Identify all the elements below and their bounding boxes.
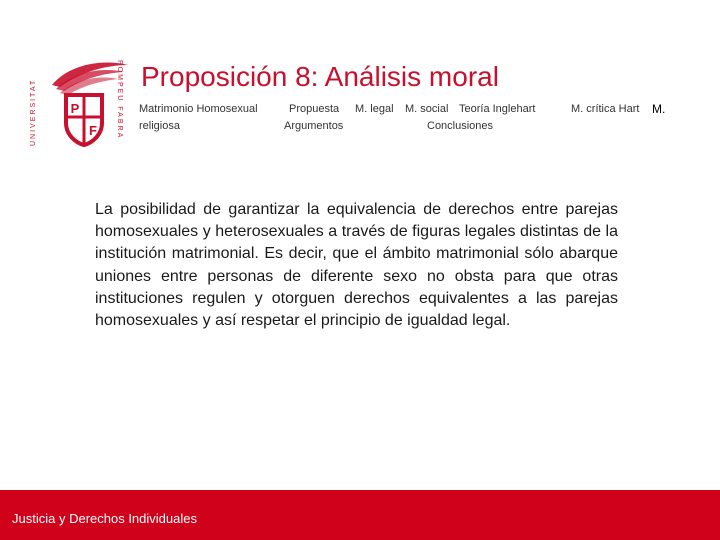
body-paragraph: La posibilidad de garantizar la equivalencia de derechos entre parejas homosexuales y heterosexuales a través de figuras legales distintas de la institución matrimonial. Es decir, que el ámbito matrimonial sólo abarque uniones entre personas de diferente sexo no obsta para que otras instituciones regulen y otorguen derechos equivalentes a las parejas homosexuales y así respetar el principio de igualdad legal. <box>95 201 618 330</box>
nav-link-m-critica-hart[interactable]: M. crítica Hart <box>571 103 640 115</box>
nav-link-matrimonio[interactable]: Matrimonio Homosexual <box>139 103 258 115</box>
logo-left-text-container <box>30 60 42 146</box>
nav-link-teoria-inglehart[interactable]: Teoría Inglehart <box>459 103 536 115</box>
nav-link-conclusiones[interactable]: Conclusiones <box>427 120 494 132</box>
logo-university-text: UNIVERSITAT <box>30 78 37 146</box>
nav-link-m-social[interactable]: M. social <box>405 103 449 115</box>
logo-letter-p: P <box>70 101 80 116</box>
nav-link-propuesta[interactable]: Propuesta <box>289 103 340 115</box>
logo-right-text-container <box>113 60 125 146</box>
nav-link-argumentos[interactable]: Argumentos <box>284 120 344 132</box>
footer-bar <box>0 490 720 540</box>
nav-link-religiosa[interactable]: religiosa <box>139 120 180 132</box>
nav-link-m-legal[interactable]: M. legal <box>355 103 394 115</box>
slide-title: Proposición 8: Análisis moral <box>141 61 499 92</box>
nav-link-m[interactable]: M. <box>652 102 666 116</box>
logo-letter-f: F <box>89 123 97 138</box>
logo-pompeu-fabra-text: POMPEU FABRA <box>116 60 123 140</box>
section-nav <box>139 103 679 135</box>
footer-text: Justicia y Derechos Individuales <box>12 511 197 526</box>
